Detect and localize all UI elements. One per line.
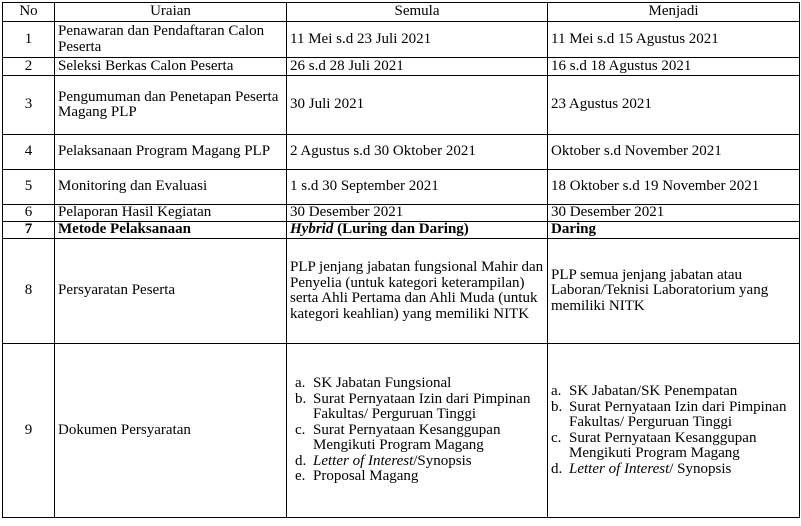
uraian-cell: Persyaratan Peserta — [55, 239, 287, 344]
row-number: 9 — [3, 344, 55, 518]
row-number: 1 — [3, 22, 55, 58]
table-row — [3, 222, 800, 239]
list-item — [551, 462, 799, 478]
list-item — [295, 376, 547, 392]
list-item-text: SK Jabatan Fungsional — [313, 375, 452, 392]
header-uraian: Uraian — [55, 3, 287, 22]
semula-italic-text: Hybrid — [290, 221, 334, 238]
list-item — [551, 431, 799, 462]
semula-cell: PLP jenjang jabatan fungsional Mahir dan Penyelia (untuk kategori keterampilan) serta Ahli Pertama dan Ahli Muda (untuk kategori keahlian) yang memiliki NITK — [287, 239, 548, 344]
row-number: 8 — [3, 239, 55, 344]
list-item-label: d. — [295, 452, 307, 469]
list-item — [551, 384, 799, 400]
header-no: No — [3, 3, 55, 22]
list-item-label: c. — [295, 421, 306, 438]
table-row — [3, 344, 800, 518]
menjadi-cell: Oktober s.d November 2021 — [548, 135, 800, 170]
list-item-text: Surat Pernyataan Izin dari Pimpinan Fakultas/ Perguruan Tinggi — [313, 390, 531, 423]
list-item-label: a. — [551, 383, 562, 399]
list-item — [295, 423, 547, 454]
header-row — [3, 3, 800, 22]
table-row — [3, 22, 800, 58]
header-semula: Semula — [287, 3, 548, 22]
table-row — [3, 76, 800, 135]
uraian-cell: Monitoring dan Evaluasi — [55, 170, 287, 205]
header-menjadi: Menjadi — [548, 3, 800, 22]
row-number: 3 — [3, 76, 55, 135]
table-row — [3, 205, 800, 222]
list-item-text: / Synopsis — [669, 460, 732, 477]
uraian-cell: Penawaran dan Pendaftaran Calon Peserta — [55, 22, 287, 58]
uraian-cell: Pelaporan Hasil Kegiatan — [55, 205, 287, 222]
semula-text: (Luring dan Daring) — [333, 221, 469, 238]
semula-cell: 30 Desember 2021 — [287, 205, 548, 222]
menjadi-cell: Daring — [548, 222, 800, 239]
list-item-italic-text: Letter of Interest — [313, 452, 414, 469]
list-item-text: Surat Pernyataan Kesanggupan Mengikuti Program Magang — [313, 421, 501, 454]
uraian-cell: Pelaksanaan Program Magang PLP — [55, 135, 287, 170]
semula-cell: 26 s.d 28 Juli 2021 — [287, 58, 548, 76]
table-row — [3, 239, 800, 344]
menjadi-cell: 30 Desember 2021 — [548, 205, 800, 222]
menjadi-cell: 18 Oktober s.d 19 November 2021 — [548, 170, 800, 205]
semula-cell: 11 Mei s.d 23 Juli 2021 — [287, 22, 548, 58]
menjadi-document-list — [551, 384, 799, 477]
semula-document-list — [295, 376, 547, 485]
list-item-text: SK Jabatan/SK Penempatan — [569, 383, 738, 399]
list-item-label: b. — [295, 390, 307, 407]
schedule-change-table — [2, 2, 800, 518]
semula-cell — [287, 344, 548, 518]
list-item — [551, 400, 799, 431]
row-number: 7 — [3, 222, 55, 239]
table-row — [3, 58, 800, 76]
list-item-label: e. — [295, 468, 306, 485]
row-number: 4 — [3, 135, 55, 170]
semula-cell: 2 Agustus s.d 30 Oktober 2021 — [287, 135, 548, 170]
list-item-text: /Synopsis — [413, 452, 472, 469]
list-item — [295, 469, 547, 485]
table-row — [3, 135, 800, 170]
uraian-cell: Dokumen Persyaratan — [55, 344, 287, 518]
uraian-cell: Seleksi Berkas Calon Peserta — [55, 58, 287, 76]
row-number: 2 — [3, 58, 55, 76]
uraian-cell: Pengumuman dan Penetapan Peserta Magang PLP — [55, 76, 287, 135]
list-item-label: b. — [551, 398, 563, 415]
semula-cell — [287, 222, 548, 239]
menjadi-cell — [548, 344, 800, 518]
list-item-text: Surat Pernyataan Izin dari Pimpinan Fakultas/ Perguruan Tinggi — [569, 398, 787, 430]
semula-cell: 1 s.d 30 September 2021 — [287, 170, 548, 205]
menjadi-cell: 16 s.d 18 Agustus 2021 — [548, 58, 800, 76]
row-number: 6 — [3, 205, 55, 222]
menjadi-cell: 11 Mei s.d 15 Agustus 2021 — [548, 22, 800, 58]
menjadi-cell: 23 Agustus 2021 — [548, 76, 800, 135]
list-item-text: Proposal Magang — [313, 468, 419, 485]
menjadi-cell: PLP semua jenjang jabatan atau Laboran/Teknisi Laboratorium yang memiliki NITK — [548, 239, 800, 344]
uraian-cell: Metode Pelaksanaan — [55, 222, 287, 239]
table-row — [3, 170, 800, 205]
list-item-label: d. — [551, 460, 563, 477]
list-item-italic-text: Letter of Interest — [569, 460, 670, 477]
list-item — [295, 454, 547, 470]
list-item-text: Surat Pernyataan Kesanggupan Mengikuti Program Magang — [569, 429, 757, 461]
list-item-label: a. — [295, 375, 306, 392]
list-item-label: c. — [551, 429, 562, 446]
semula-cell: 30 Juli 2021 — [287, 76, 548, 135]
list-item — [295, 392, 547, 423]
row-number: 5 — [3, 170, 55, 205]
